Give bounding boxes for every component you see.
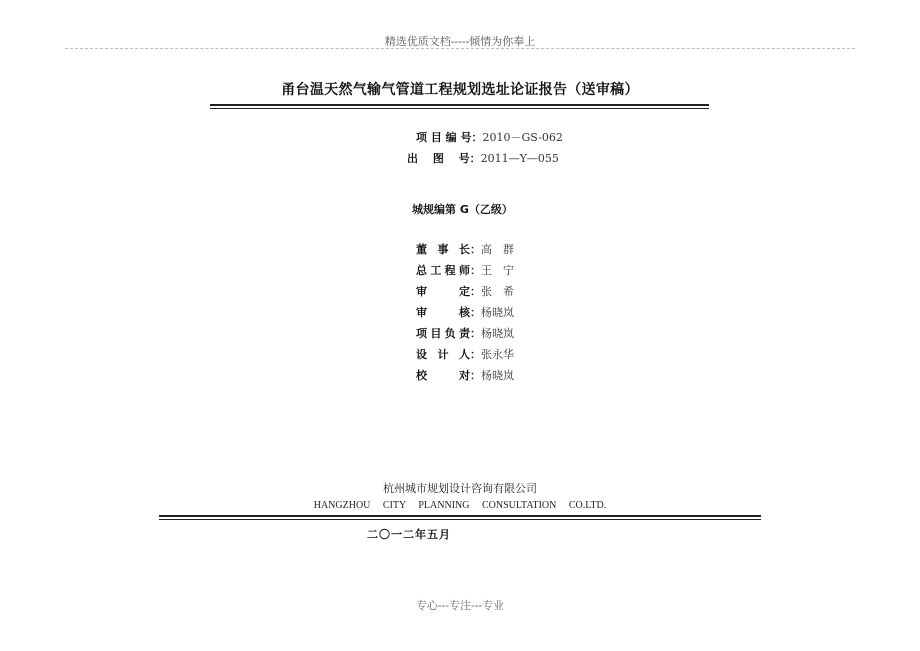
staff-value-proofreader: 杨晓岚 — [481, 369, 514, 382]
staff-colon: ： — [470, 264, 481, 277]
drawing-number-label: 出 图 号： — [407, 152, 481, 165]
staff-colon: ： — [470, 306, 481, 319]
planning-grade: 城规编第 G（乙级） — [412, 203, 513, 216]
staff-row-reviewer — [416, 304, 514, 320]
document-title: 甬台温天然气输气管道工程规划选址论证报告（送审稿） — [281, 82, 639, 98]
staff-row-chief-engineer — [416, 262, 514, 278]
document-date: 二〇一二年五月 — [367, 528, 451, 541]
staff-row-designer — [416, 346, 514, 362]
staff-label-project-lead: 项目负责 — [416, 327, 470, 340]
title-divider-thin — [210, 108, 709, 109]
staff-label-chief-engineer: 总工程师 — [416, 264, 470, 277]
staff-row-proofreader — [416, 367, 514, 383]
company-divider-thick — [159, 515, 761, 517]
staff-label-chairman: 董事长 — [416, 243, 470, 256]
company-divider-thin — [159, 519, 761, 520]
staff-value-designer: 张永华 — [481, 348, 514, 361]
staff-colon: ： — [470, 369, 481, 382]
staff-value-approver: 张 希 — [481, 285, 514, 298]
title-divider-thick — [210, 104, 709, 106]
staff-colon: ： — [470, 243, 481, 256]
staff-label-reviewer: 审核 — [416, 306, 470, 319]
staff-colon: ： — [470, 348, 481, 361]
staff-label-designer: 设计人 — [416, 348, 470, 361]
header-divider — [65, 48, 855, 49]
drawing-number-row — [407, 150, 559, 166]
staff-value-chairman: 高 群 — [481, 243, 514, 256]
staff-colon: ： — [470, 327, 481, 340]
project-number-row — [416, 129, 563, 145]
project-number-label: 项 目 编 号： — [416, 131, 483, 144]
page-footer-text: 专心---专注---专业 — [415, 599, 505, 612]
staff-label-proofreader: 校对 — [416, 369, 470, 382]
project-number-value: 2010－GS-062 — [482, 131, 563, 144]
staff-label-approver: 审定 — [416, 285, 470, 298]
staff-colon: ： — [470, 285, 481, 298]
company-name-en: HANGZHOU CITY PLANNING CONSULTATION CO.LTD. — [313, 500, 607, 511]
staff-value-chief-engineer: 王 宁 — [481, 264, 514, 277]
staff-row-project-lead — [416, 325, 514, 341]
staff-row-chairman — [416, 241, 514, 257]
drawing-number-value: 2011—Y—055 — [480, 152, 559, 165]
staff-value-reviewer: 杨晓岚 — [481, 306, 514, 319]
staff-row-approver — [416, 283, 514, 299]
company-name-cn: 杭州城市规划设计咨询有限公司 — [383, 482, 537, 495]
page-header-text: 精选优质文档-----倾情为你奉上 — [384, 35, 536, 48]
staff-value-project-lead: 杨晓岚 — [481, 327, 514, 340]
